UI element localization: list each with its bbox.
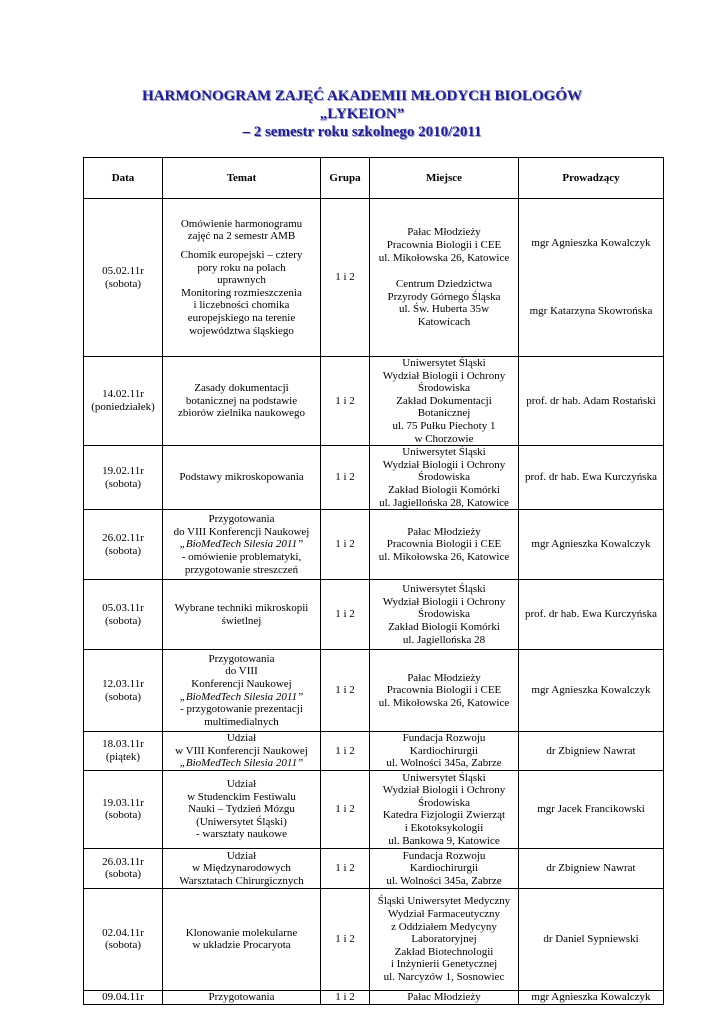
schedule-table	[83, 157, 664, 1005]
topic-line: Udział	[226, 849, 257, 862]
topic-line: multimedialnych	[204, 715, 279, 728]
table-row	[84, 650, 664, 732]
date-text: 12.03.11r	[102, 678, 144, 691]
date-text: 26.03.11r	[102, 855, 144, 868]
place-line: Pałac Młodzieży	[407, 671, 481, 684]
place-line: ul. Wolności 345a, Zabrze	[386, 757, 502, 770]
cell-group: 1 i 2	[321, 650, 370, 732]
col-header-group: Grupa	[321, 158, 370, 199]
day-text: (sobota)	[104, 277, 142, 290]
place-line: Pałac Młodzieży	[407, 226, 481, 239]
place-line: Wydział Farmaceutyczny	[387, 907, 501, 920]
cell-topic	[163, 770, 321, 848]
col-header-lead: Prowadzący	[519, 158, 664, 199]
cell-date	[84, 888, 163, 990]
cell-place	[370, 650, 519, 732]
place-line: Uniwersytet Śląski	[402, 357, 486, 369]
place-line: Środowiska	[418, 608, 470, 621]
cell-topic	[163, 990, 321, 1004]
place-line: Laboratoryjnej	[411, 933, 477, 946]
cell-topic	[163, 732, 321, 771]
date-text: 05.03.11r	[102, 602, 144, 615]
place-line: z Oddziałem Medycyny	[391, 920, 497, 933]
table-row	[84, 510, 664, 580]
cell-lead	[519, 199, 664, 357]
date-text: 05.02.11r	[102, 264, 144, 277]
cell-lead	[519, 357, 664, 446]
topic-italic: „BioMedTech Silesia 2011”	[179, 757, 304, 770]
cell-lead	[519, 990, 664, 1004]
date-text: 02.04.11r	[102, 926, 144, 939]
topic-line: uprawnych	[217, 274, 266, 287]
cell-group: 1 i 2	[321, 510, 370, 580]
cell-date	[84, 510, 163, 580]
day-text: (sobota)	[104, 868, 142, 881]
topic-line: - przygotowanie prezentacji	[180, 703, 303, 716]
date-text: 19.03.11r	[102, 796, 144, 809]
cell-lead	[519, 770, 664, 848]
place-w: w	[481, 303, 490, 316]
place-line: Botanicznej	[417, 407, 471, 420]
place-line: i Inżynierii Genetycznej	[390, 958, 498, 971]
cell-lead	[519, 446, 664, 510]
lead-name: dr Zbigniew Nawrat	[546, 862, 636, 875]
place-line: Fundacja Rozwoju	[402, 732, 486, 745]
day-text: (sobota)	[104, 809, 142, 822]
place-line: Fundacja Rozwoju	[402, 849, 486, 862]
table-row	[84, 888, 664, 990]
table-row	[84, 990, 664, 1004]
place-line: i Ekotoksykologii	[404, 822, 484, 834]
topic-line: Przygotowania	[208, 652, 275, 665]
cell-date	[84, 650, 163, 732]
place-line: Pałac Młodzieży	[407, 991, 481, 1004]
document-subtitle: „LYKEION”	[319, 106, 405, 122]
topic-line: botanicznej na podstawie	[185, 394, 298, 407]
topic-line: do VIII Konferencji Naukowej	[173, 525, 310, 538]
topic-line: w układzie Procaryota	[192, 939, 291, 952]
col-header-place: Miejsce	[370, 158, 519, 199]
cell-place	[370, 888, 519, 990]
place-line: Środowiska	[418, 382, 470, 395]
cell-group: 1 i 2	[321, 990, 370, 1004]
lead-name: mgr Agnieszka Kowalczyk	[531, 684, 651, 697]
cell-topic	[163, 510, 321, 580]
cell-topic	[163, 848, 321, 888]
topic-line: Przygotowania	[208, 991, 275, 1004]
topic-line: województwa śląskiego	[189, 324, 294, 337]
cell-topic	[163, 357, 321, 446]
topic-line: - omówienie problematyki,	[181, 550, 302, 563]
cell-group: 1 i 2	[321, 199, 370, 357]
cell-date	[84, 446, 163, 510]
place-line: Środowiska	[418, 471, 470, 484]
table-row	[84, 199, 664, 357]
lead-name: prof. dr hab. Ewa Kurczyńska	[525, 471, 657, 484]
place-line: Wydział Biologii i Ochrony	[382, 784, 506, 797]
topic-line: przygotowanie streszczeń	[184, 563, 299, 576]
topic-line: Nauki – Tydzień Mózgu	[188, 803, 295, 816]
cell-topic	[163, 580, 321, 650]
cell-date	[84, 770, 163, 848]
place-line: Pracownia Biologii i CEE	[386, 538, 502, 551]
cell-lead	[519, 580, 664, 650]
place-line: Uniwersytet Śląski	[402, 771, 486, 784]
lead-name: mgr Agnieszka Kowalczyk	[531, 991, 651, 1004]
topic-line: Udział	[226, 732, 257, 745]
place-line: ul. Bankowa 9, Katowice	[388, 834, 500, 847]
place-line: Zakład Biologii Komórki	[388, 483, 500, 496]
day-text: (sobota)	[104, 939, 142, 952]
document-semester: – 2 semestr roku szkolnego 2010/2011	[242, 124, 482, 140]
place-street-line	[372, 303, 516, 316]
topic-line: Podstawy mikroskopowania	[179, 471, 304, 484]
cell-place	[370, 990, 519, 1004]
place-line: Zakład Dokumentacji	[396, 394, 492, 407]
place-line: Środowiska	[418, 796, 470, 809]
topic-line: Konferencji Naukowej	[191, 678, 292, 691]
place-street: ul. Św. Huberta 35	[398, 303, 482, 316]
lead-name: mgr Agnieszka Kowalczyk	[531, 538, 651, 551]
topic-line: Wybrane techniki mikroskopii	[174, 602, 309, 615]
place-line: Kardiochirurgii	[409, 744, 479, 757]
topic-line: świetlnej	[221, 614, 262, 627]
topic-line: Zasady dokumentacji	[194, 382, 289, 395]
lead-name: mgr Jacek Francikowski	[537, 803, 645, 816]
cell-group: 1 i 2	[321, 357, 370, 446]
spacer	[521, 250, 661, 305]
topic-line: (Uniwersytet Śląski)	[196, 815, 287, 828]
cell-place	[370, 732, 519, 771]
place-line: Przyrody Górnego Śląska	[387, 290, 501, 303]
lead-name: mgr Katarzyna Skowrońska	[529, 305, 653, 317]
place-line: Uniwersytet Śląski	[402, 446, 486, 459]
lead-name: mgr Agnieszka Kowalczyk	[531, 237, 651, 250]
table-row	[84, 446, 664, 510]
cell-place	[370, 770, 519, 848]
topic-line: Omówienie harmonogramu	[180, 217, 303, 230]
topic-line: Udział	[226, 777, 257, 790]
lead-name: dr Zbigniew Nawrat	[546, 744, 636, 757]
topic-line: w VIII Konferencji Naukowej	[175, 744, 308, 757]
topic-line: do VIII	[225, 665, 258, 678]
place-line: Zakład Biologii Komórki	[388, 620, 500, 633]
place-line: Katowicach	[417, 315, 471, 328]
place-line: Pałac Młodzieży	[407, 525, 481, 538]
cell-group: 1 i 2	[321, 732, 370, 771]
table-header-row	[84, 158, 664, 199]
cell-topic	[163, 888, 321, 990]
cell-group: 1 i 2	[321, 446, 370, 510]
topic-line: europejskiego na terenie	[187, 311, 296, 324]
day-text: (piątek)	[105, 751, 141, 764]
cell-group: 1 i 2	[321, 770, 370, 848]
place-line: Kardiochirurgii	[409, 862, 479, 875]
topic-italic: „BioMedTech Silesia 2011”	[179, 690, 304, 703]
place-line: ul. Wolności 345a, Zabrze	[386, 874, 502, 887]
cell-lead	[519, 510, 664, 580]
date-text: 14.02.11r	[102, 388, 144, 401]
place-line: Pracownia Biologii i CEE	[386, 684, 502, 697]
place-line: Uniwersytet Śląski	[402, 583, 486, 596]
topic-line: Przygotowania	[208, 513, 275, 526]
lead-name: prof. dr hab. Adam Rostański	[526, 394, 656, 407]
table-row	[84, 580, 664, 650]
cell-date	[84, 357, 163, 446]
cell-lead	[519, 848, 664, 888]
cell-date	[84, 732, 163, 771]
day-text: (sobota)	[104, 690, 142, 703]
cell-group: 1 i 2	[321, 580, 370, 650]
place-line: Zakład Biotechnologii	[394, 945, 494, 958]
day-text: (sobota)	[104, 614, 142, 627]
topic-line: w Studenckim Festiwalu	[187, 790, 296, 803]
table-row	[84, 848, 664, 888]
document-title: HARMONOGRAM ZAJĘĆ AKADEMII MŁODYCH BIOLOGÓW	[141, 88, 582, 104]
day-text: (poniedziałek)	[91, 401, 155, 414]
topic-italic: „BioMedTech Silesia 2011”	[179, 538, 304, 551]
spacer	[372, 264, 516, 278]
lead-name: prof. dr hab. Ewa Kurczyńska	[525, 608, 657, 621]
lead-name: dr Daniel Sypniewski	[543, 933, 639, 946]
cell-topic	[163, 199, 321, 357]
place-line: ul. Jagiellońska 28, Katowice	[379, 496, 509, 509]
date-text: 19.02.11r	[102, 465, 144, 478]
table-row	[84, 770, 664, 848]
place-line: ul. 75 Pułku Piechoty 1	[392, 419, 496, 432]
place-line: Śląski Uniwersytet Medyczny	[377, 895, 511, 908]
cell-place	[370, 199, 519, 357]
col-header-date: Data	[84, 158, 163, 199]
cell-lead	[519, 732, 664, 771]
col-header-topic: Temat	[163, 158, 321, 199]
topic-line: i liczebności chomika	[193, 299, 290, 312]
cell-group: 1 i 2	[321, 888, 370, 990]
topic-line: Monitoring rozmieszczenia	[181, 286, 302, 299]
place-line: ul. Mikołowska 26, Katowice	[378, 696, 510, 709]
topic-line: Warsztatach Chirurgicznych	[179, 874, 304, 887]
cell-topic	[163, 446, 321, 510]
cell-place	[370, 848, 519, 888]
cell-date	[84, 848, 163, 888]
cell-group: 1 i 2	[321, 848, 370, 888]
cell-date	[84, 199, 163, 357]
cell-topic	[163, 650, 321, 732]
place-line: ul. Mikołowska 26, Katowice	[378, 550, 510, 563]
table-row	[84, 357, 664, 446]
date-text: 26.02.11r	[102, 532, 144, 545]
place-line: w Chorzowie	[414, 432, 474, 445]
cell-place	[370, 446, 519, 510]
place-line: ul. Mikołowska 26, Katowice	[378, 251, 510, 264]
topic-line: Klonowanie molekularne	[185, 926, 298, 939]
place-line: ul. Narcyzów 1, Sosnowiec	[383, 970, 505, 983]
place-line: ul. Jagiellońska 28	[402, 633, 486, 646]
topic-line: pory roku na polach	[197, 261, 286, 274]
place-line: Wydział Biologii i Ochrony	[382, 369, 506, 382]
cell-lead	[519, 650, 664, 732]
place-line: Wydział Biologii i Ochrony	[382, 458, 506, 471]
topic-line: w Międzynarodowych	[192, 862, 291, 875]
cell-place	[370, 580, 519, 650]
topic-line: - warsztaty naukowe	[195, 828, 288, 841]
day-text: (sobota)	[104, 544, 142, 557]
place-line: Centrum Dziedzictwa	[395, 278, 493, 291]
place-line: Katedra Fizjologii Zwierząt	[382, 809, 506, 822]
cell-place	[370, 357, 519, 446]
cell-lead	[519, 888, 664, 990]
table-row	[84, 732, 664, 771]
topic-line: zajęć na 2 semestr AMB	[187, 230, 296, 243]
place-line: Pracownia Biologii i CEE	[386, 239, 502, 252]
topic-line: Chomik europejski – cztery	[180, 249, 303, 262]
cell-date	[84, 580, 163, 650]
cell-place	[370, 510, 519, 580]
day-text: (sobota)	[104, 477, 142, 490]
date-text: 18.03.11r	[102, 738, 144, 751]
date-text: 09.04.11r	[102, 991, 144, 1004]
topic-line: zbiorów zielnika naukowego	[177, 407, 306, 420]
place-line: Wydział Biologii i Ochrony	[382, 595, 506, 608]
cell-date	[84, 990, 163, 1004]
